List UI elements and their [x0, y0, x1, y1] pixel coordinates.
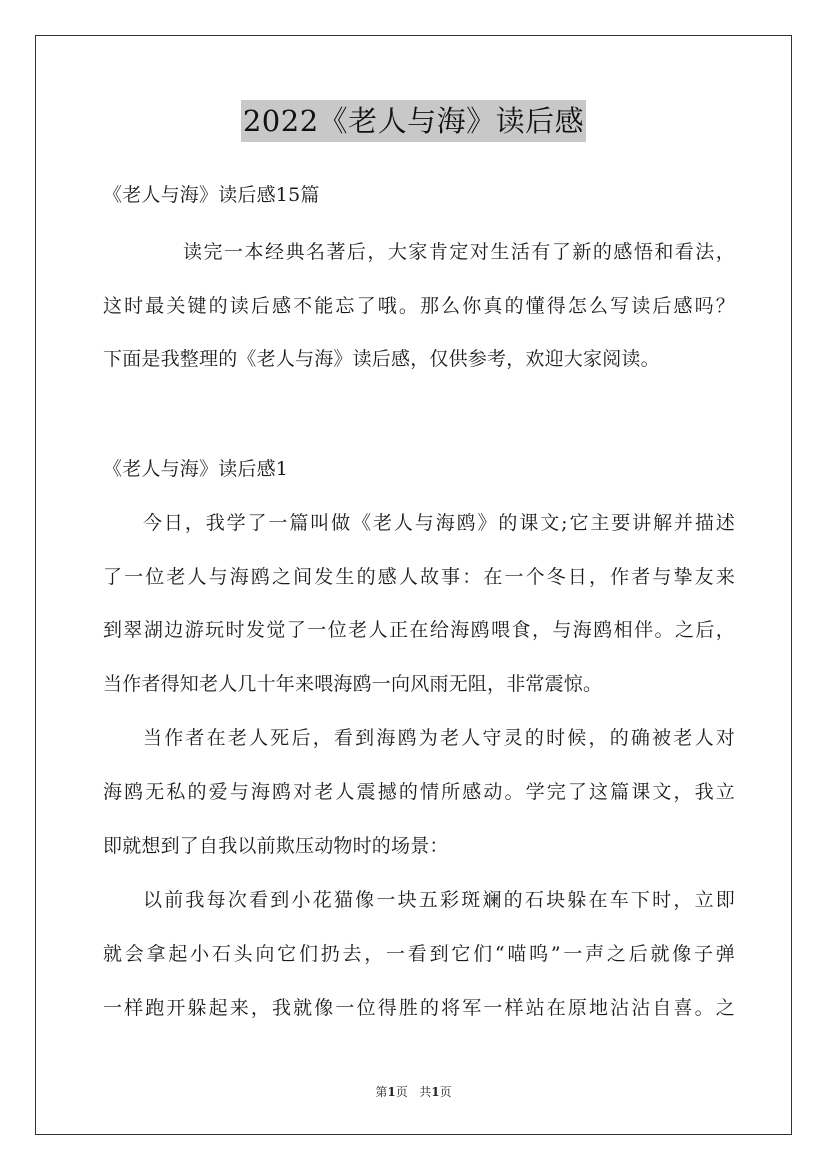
- para2-line-2: 海鸥无私的爱与海鸥对老人震撼的情所感动。学完了这篇课文，我立: [103, 781, 735, 803]
- para3-line-1: 以前我每次看到小花猫像一块五彩斑斓的石块躲在车下时，立即: [143, 889, 735, 911]
- page-footer: [0, 1083, 827, 1100]
- intro-line-3: 下面是我整理的《老人与海》读后感，仅供参考，欢迎大家阅读。: [103, 348, 660, 370]
- page-number: 1: [387, 1085, 396, 1099]
- document-title: 2022《老人与海》读后感: [241, 100, 586, 142]
- title-container: [0, 100, 827, 142]
- para2-line-1: 当作者在老人死后，看到海鸥为老人守灵的时候，的确被老人对: [143, 727, 735, 749]
- para1-line-2: 了一位老人与海鸥之间发生的感人故事：在一个冬日，作者与挚友来: [103, 566, 735, 588]
- total-suffix: 页: [439, 1085, 452, 1099]
- para1-line-3: 到翠湖边游玩时发觉了一位老人正在给海鸥喂食，与海鸥相伴。之后，: [103, 619, 735, 641]
- subtitle: 《老人与海》读后感15篇: [103, 184, 320, 206]
- intro-line-2: 这时最关键的读后感不能忘了哦。那么你真的懂得怎么写读后感吗？: [103, 295, 735, 317]
- total-prefix: 共: [419, 1085, 432, 1099]
- para2-line-3: 即就想到了自我以前欺压动物时的场景：: [103, 835, 449, 857]
- intro-line-1: 读完一本经典名著后，大家肯定对生活有了新的感悟和看法，: [183, 241, 735, 263]
- total-pages: 1: [431, 1085, 440, 1099]
- page-prefix: 第: [375, 1085, 388, 1099]
- para1-line-4: 当作者得知老人几十年来喂海鸥一向风雨无阻，非常震惊。: [103, 673, 603, 695]
- section-heading: 《老人与海》读后感1: [103, 458, 289, 480]
- para3-line-3: 一样跑开躲起来，我就像一位得胜的将军一样站在原地沾沾自喜。之: [103, 997, 735, 1019]
- para1-line-1: 今日，我学了一篇叫做《老人与海鸥》的课文;它主要讲解并描述: [143, 512, 735, 534]
- para3-line-2: 就会拿起小石头向它们扔去，一看到它们“喵呜”一声之后就像子弹: [103, 943, 735, 965]
- page-suffix: 页: [395, 1085, 408, 1099]
